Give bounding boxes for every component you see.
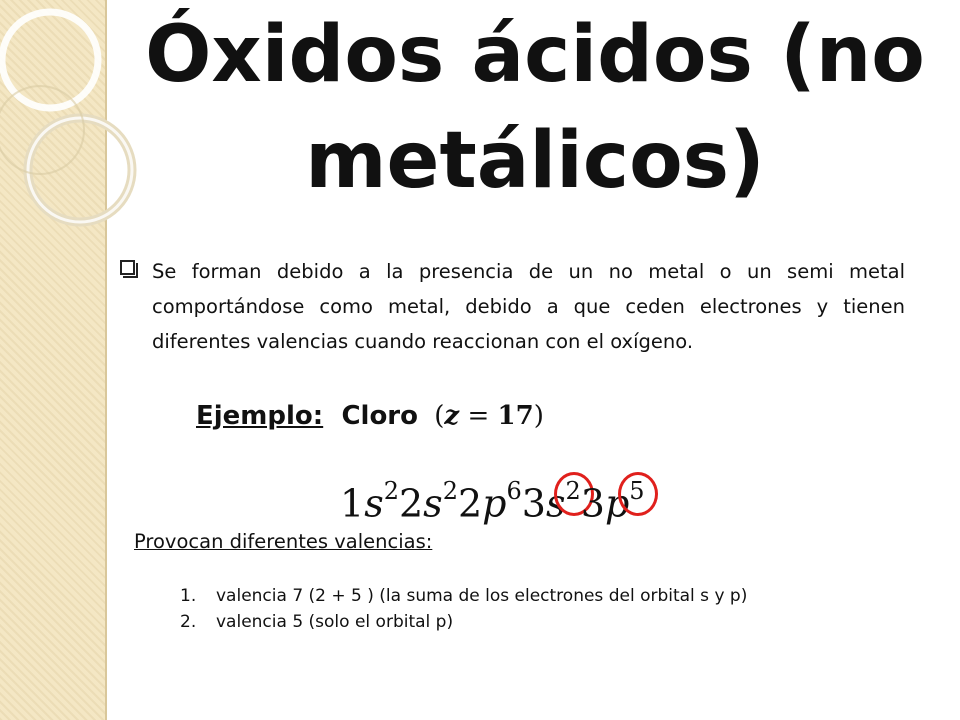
bullet-paragraph xyxy=(120,254,905,359)
electron-count: 2 xyxy=(383,477,399,505)
valencias-list xyxy=(180,583,747,635)
list-item: 1. valencia 7 (2 + 5 ) (la suma de los electrones del orbital s y p) xyxy=(180,586,748,606)
electron-count: 5 xyxy=(629,477,645,505)
electron-count: 2 xyxy=(565,477,581,505)
checkbox-bullet-icon xyxy=(120,260,135,275)
electron-count: 2 xyxy=(442,477,458,505)
electron-count: 6 xyxy=(506,477,522,505)
valencias-heading: Provocan diferentes valencias: xyxy=(134,530,433,553)
atomic-number: (z = 17) xyxy=(434,401,544,431)
config-term: $2p^6$ xyxy=(457,477,522,526)
example-element: Cloro xyxy=(341,401,418,431)
example-line xyxy=(196,396,544,436)
config-term: $1s^2$ xyxy=(340,477,399,526)
config-term: $2s^2$ xyxy=(398,477,458,526)
example-label: Ejemplo: xyxy=(196,401,324,431)
list-item: 2. valencia 5 (solo el orbital p) xyxy=(180,612,454,632)
slide-title: Óxidos ácidos (no metálicos) xyxy=(145,10,925,206)
config-term: $3p^5$ xyxy=(581,470,645,529)
electron-configuration xyxy=(340,470,645,529)
bullet-text: Se forman debido a la presencia de un no metal o un semi metal comportándose como metal, debido a que ceden electrones y tienen diferentes valencias cuando reaccionan con el oxígeno. xyxy=(152,260,905,353)
config-term: $3s^2$ xyxy=(522,470,581,529)
